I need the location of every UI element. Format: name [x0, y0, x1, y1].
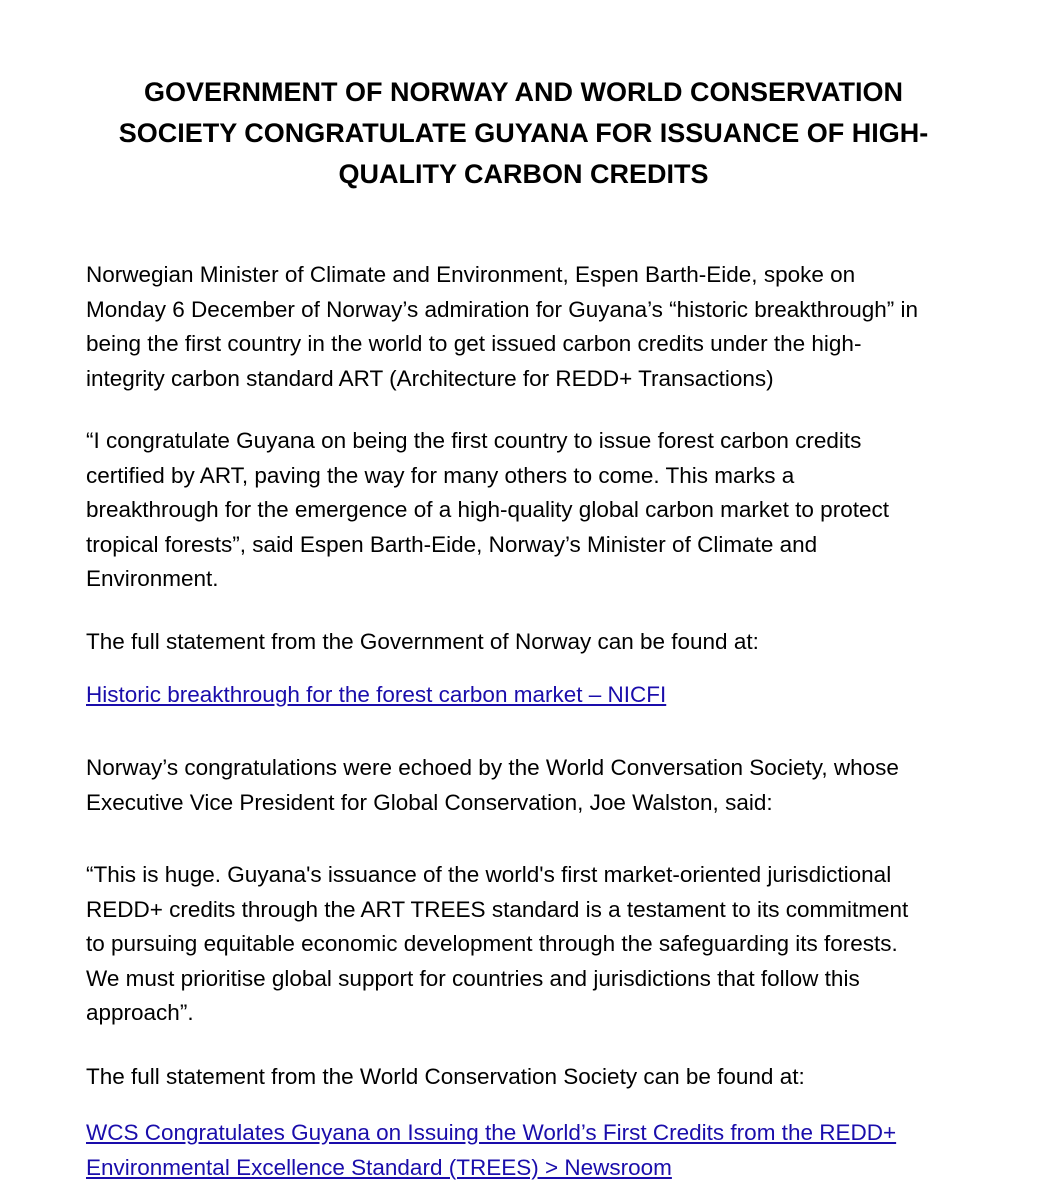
- nicfi-statement-link[interactable]: Historic breakthrough for the forest carbon market – NICFI: [86, 682, 667, 707]
- paragraph-line: REDD+ credits through the ART TREES standard is a testament to its commitment: [86, 896, 909, 922]
- title-line-3: QUALITY CARBON CREDITS: [338, 159, 709, 189]
- paragraph-line: We must prioritise global support for countries and jurisdictions that follow this: [86, 965, 860, 991]
- paragraph-minister-quote: [86, 424, 1041, 597]
- paragraph-line: “I congratulate Guyana on being the first country to issue forest carbon credits: [86, 428, 862, 453]
- paragraph-line: to pursuing equitable economic development through the safeguarding its forests.: [86, 931, 898, 956]
- title-line-2: SOCIETY CONGRATULATE GUYANA FOR ISSUANCE OF HIGH-: [118, 118, 929, 148]
- paragraph-line: Norwegian Minister of Climate and Environment, Espen Barth-Eide, spoke on: [86, 262, 856, 287]
- paragraph-line: Executive Vice President for Global Conservation, Joe Walston, said:: [86, 789, 773, 815]
- paragraph-wcs-statement: The full statement from the World Conservation Society can be found at:: [86, 1064, 805, 1089]
- paragraph-line: integrity carbon standard ART (Architecture for REDD+ Transactions): [86, 365, 774, 391]
- paragraph-line: approach”.: [86, 1000, 194, 1025]
- paragraph-line: certified by ART, paving the way for many others to come. This marks a: [86, 462, 795, 488]
- nicfi-link-paragraph: [86, 678, 1041, 713]
- paragraph-line: breakthrough for the emergence of a high-quality global carbon market to protect: [86, 497, 889, 522]
- wcs-link-paragraph: [86, 1116, 1041, 1185]
- paragraph-line: Monday 6 December of Norway’s admiration for Guyana’s “historic breakthrough” in: [86, 296, 919, 322]
- paragraph-line: “This is huge. Guyana's issuance of the world's first market-oriented jurisdictional: [86, 862, 892, 887]
- title-line-1: GOVERNMENT OF NORWAY AND WORLD CONSERVATION: [143, 77, 904, 107]
- paragraph-wcs-intro: [86, 751, 1041, 820]
- link-line: Environmental Excellence Standard (TREES) > Newsroom: [86, 1154, 672, 1180]
- paragraph-line: Norway’s congratulations were echoed by the World Conversation Society, whose: [86, 755, 899, 780]
- paragraph-line: being the first country in the world to get issued carbon credits under the high-: [86, 331, 862, 356]
- paragraph-minister-intro: [86, 258, 1041, 396]
- paragraph-line: tropical forests”, said Espen Barth-Eide, Norway’s Minister of Climate and: [86, 531, 818, 557]
- paragraph-line: Environment.: [86, 566, 219, 591]
- paragraph-wcs-quote: [86, 858, 1041, 1031]
- paragraph-norway-statement: The full statement from the Government of Norway can be found at:: [86, 629, 759, 654]
- link-line: WCS Congratulates Guyana on Issuing the World’s First Credits from the REDD+: [86, 1120, 897, 1145]
- wcs-newsroom-link[interactable]: [86, 1116, 1041, 1185]
- document-title: [60, 72, 987, 195]
